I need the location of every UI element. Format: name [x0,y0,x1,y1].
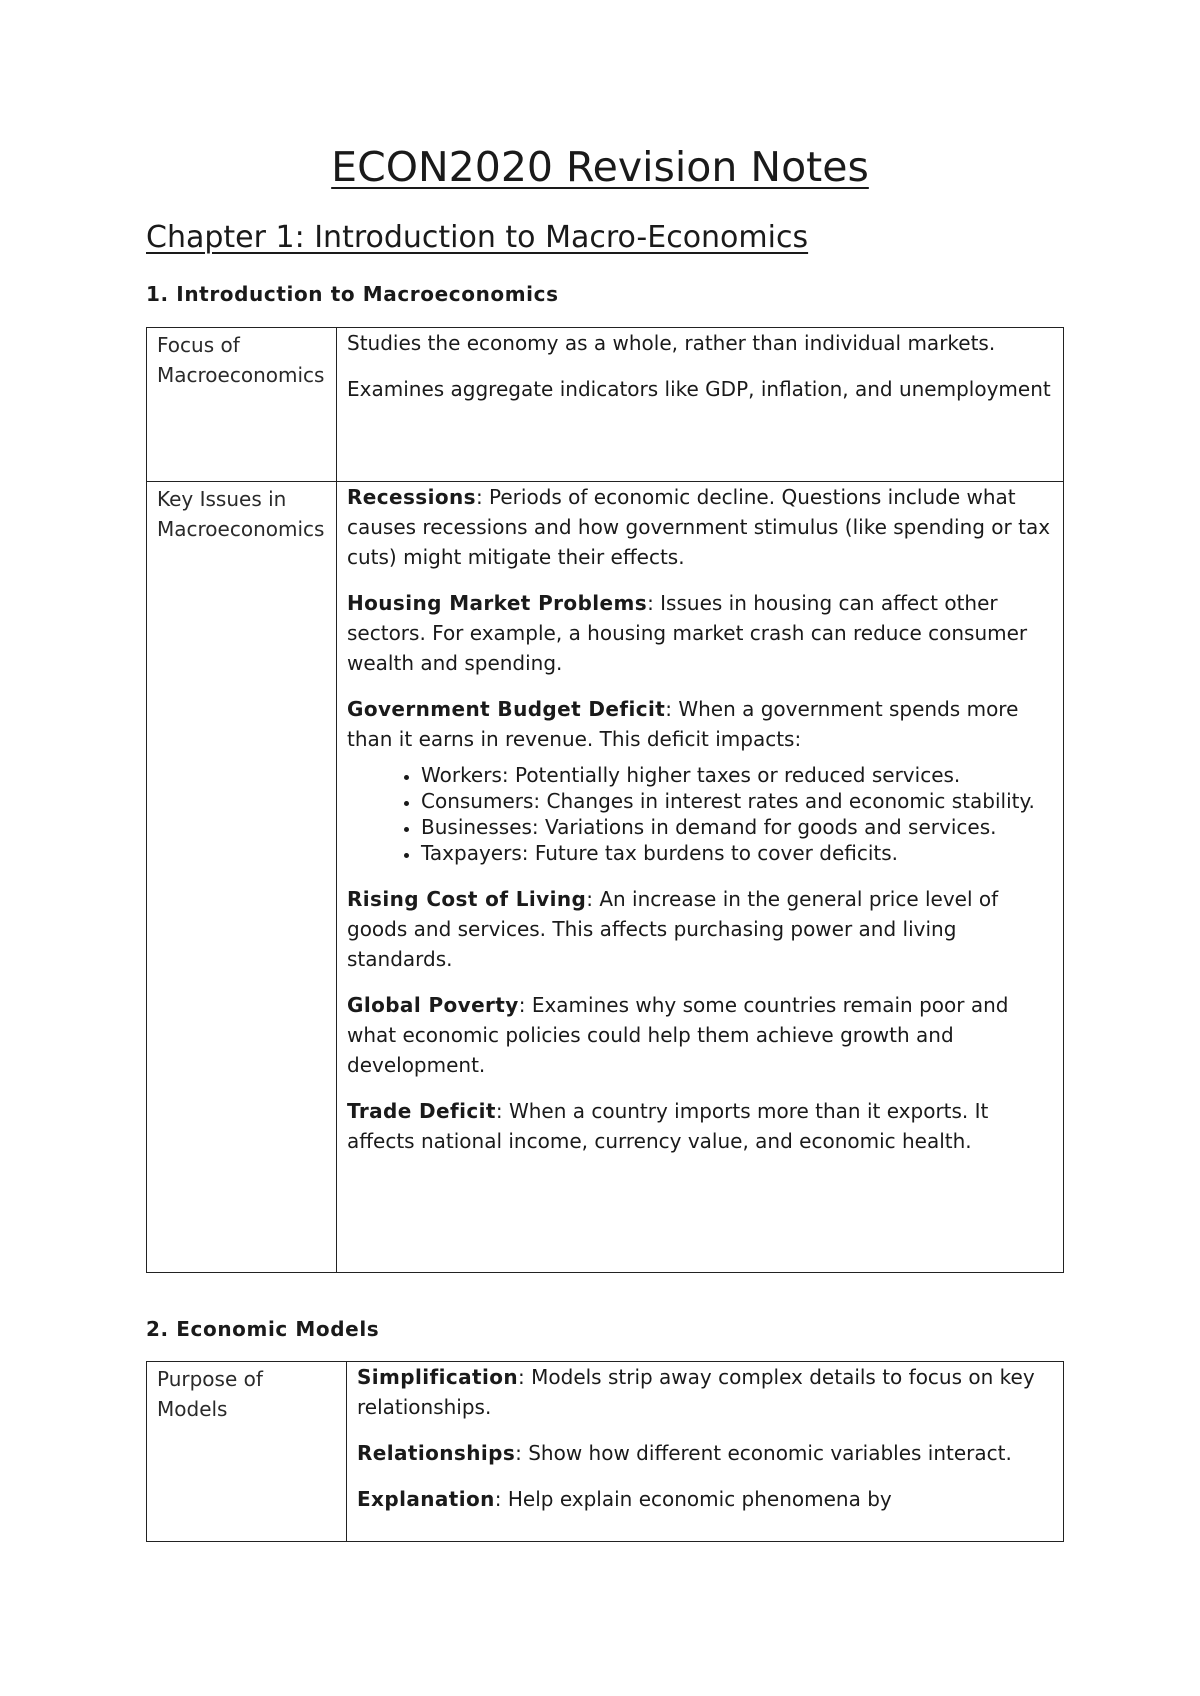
document-title: ECON2020 Revision Notes [331,143,869,191]
paragraph-trade [347,1096,1053,1156]
list-item: • Consumers: Changes in interest rates and economic stability. [421,788,1053,814]
row-label: Purpose of Models [147,1362,347,1542]
list-item: • Workers: Potentially higher taxes or reduced services. [421,762,1053,788]
models-table [146,1361,1064,1542]
term-cost-of-living: Rising Cost of Living [347,887,587,911]
paragraph-deficit [347,694,1053,754]
definition-text: : When a government spends more than it earns in revenue. This deficit impacts: [347,697,1019,751]
paragraph-relationships [357,1438,1053,1468]
list-item: • Businesses: Variations in demand for goods and services. [421,814,1053,840]
definition-text: : Help explain economic phenomena by [494,1487,892,1511]
intro-table [146,327,1064,1273]
paragraph-housing [347,588,1053,678]
section-heading-models: 2. Economic Models [146,1317,380,1341]
term-simplification: Simplification [357,1365,519,1389]
paragraph-explanation [357,1484,1053,1514]
term-housing: Housing Market Problems [347,591,648,615]
paragraph-cost-of-living [347,884,1053,974]
term-deficit: Government Budget Deficit [347,697,666,721]
paragraph-simplification [357,1362,1053,1422]
table-row [147,328,1064,482]
chapter-title: Chapter 1: Introduction to Macro-Economics [146,220,809,255]
table-row [147,482,1064,1273]
paragraph-poverty [347,990,1053,1080]
section-heading-intro: 1. Introduction to Macroeconomics [146,282,559,306]
definition-text: : Issues in housing can affect other sectors. For example, a housing market crash can reduce consumer wealth and spending. [347,591,1028,675]
row-label: Focus of Macroeconomics [147,328,337,482]
term-explanation: Explanation [357,1487,495,1511]
table-row [147,1362,1064,1542]
deficit-impacts-list [347,762,1053,866]
definition-text: : Examines why some countries remain poor and what economic policies could help them achieve growth and development. [347,993,1009,1077]
term-trade: Trade Deficit [347,1099,496,1123]
list-item: • Taxpayers: Future tax burdens to cover deficits. [421,840,1053,866]
row-content [337,328,1064,482]
definition-text: : Show how different economic variables interact. [515,1441,1012,1465]
definition-text: : When a country imports more than it exports. It affects national income, currency value, and economic health. [347,1099,989,1153]
definition-text: : An increase in the general price level of goods and services. This affects purchasing power and living standards. [347,887,999,971]
term-poverty: Global Poverty [347,993,519,1017]
term-relationships: Relationships [357,1441,516,1465]
row-content [337,482,1064,1273]
definition-text: : Periods of economic decline. Questions include what causes recessions and how government stimulus (like spending or tax cuts) might mitigate their effects. [347,485,1051,569]
definition-text: : Models strip away complex details to focus on key relationships. [357,1365,1035,1419]
paragraph: Studies the economy as a whole, rather than individual markets. [347,331,996,355]
term-recessions: Recessions [347,485,476,509]
row-label: Key Issues in Macroeconomics [147,482,337,1273]
row-content [347,1362,1064,1542]
paragraph: Examines aggregate indicators like GDP, inflation, and unemployment [347,377,1051,401]
paragraph-recessions [347,482,1053,572]
